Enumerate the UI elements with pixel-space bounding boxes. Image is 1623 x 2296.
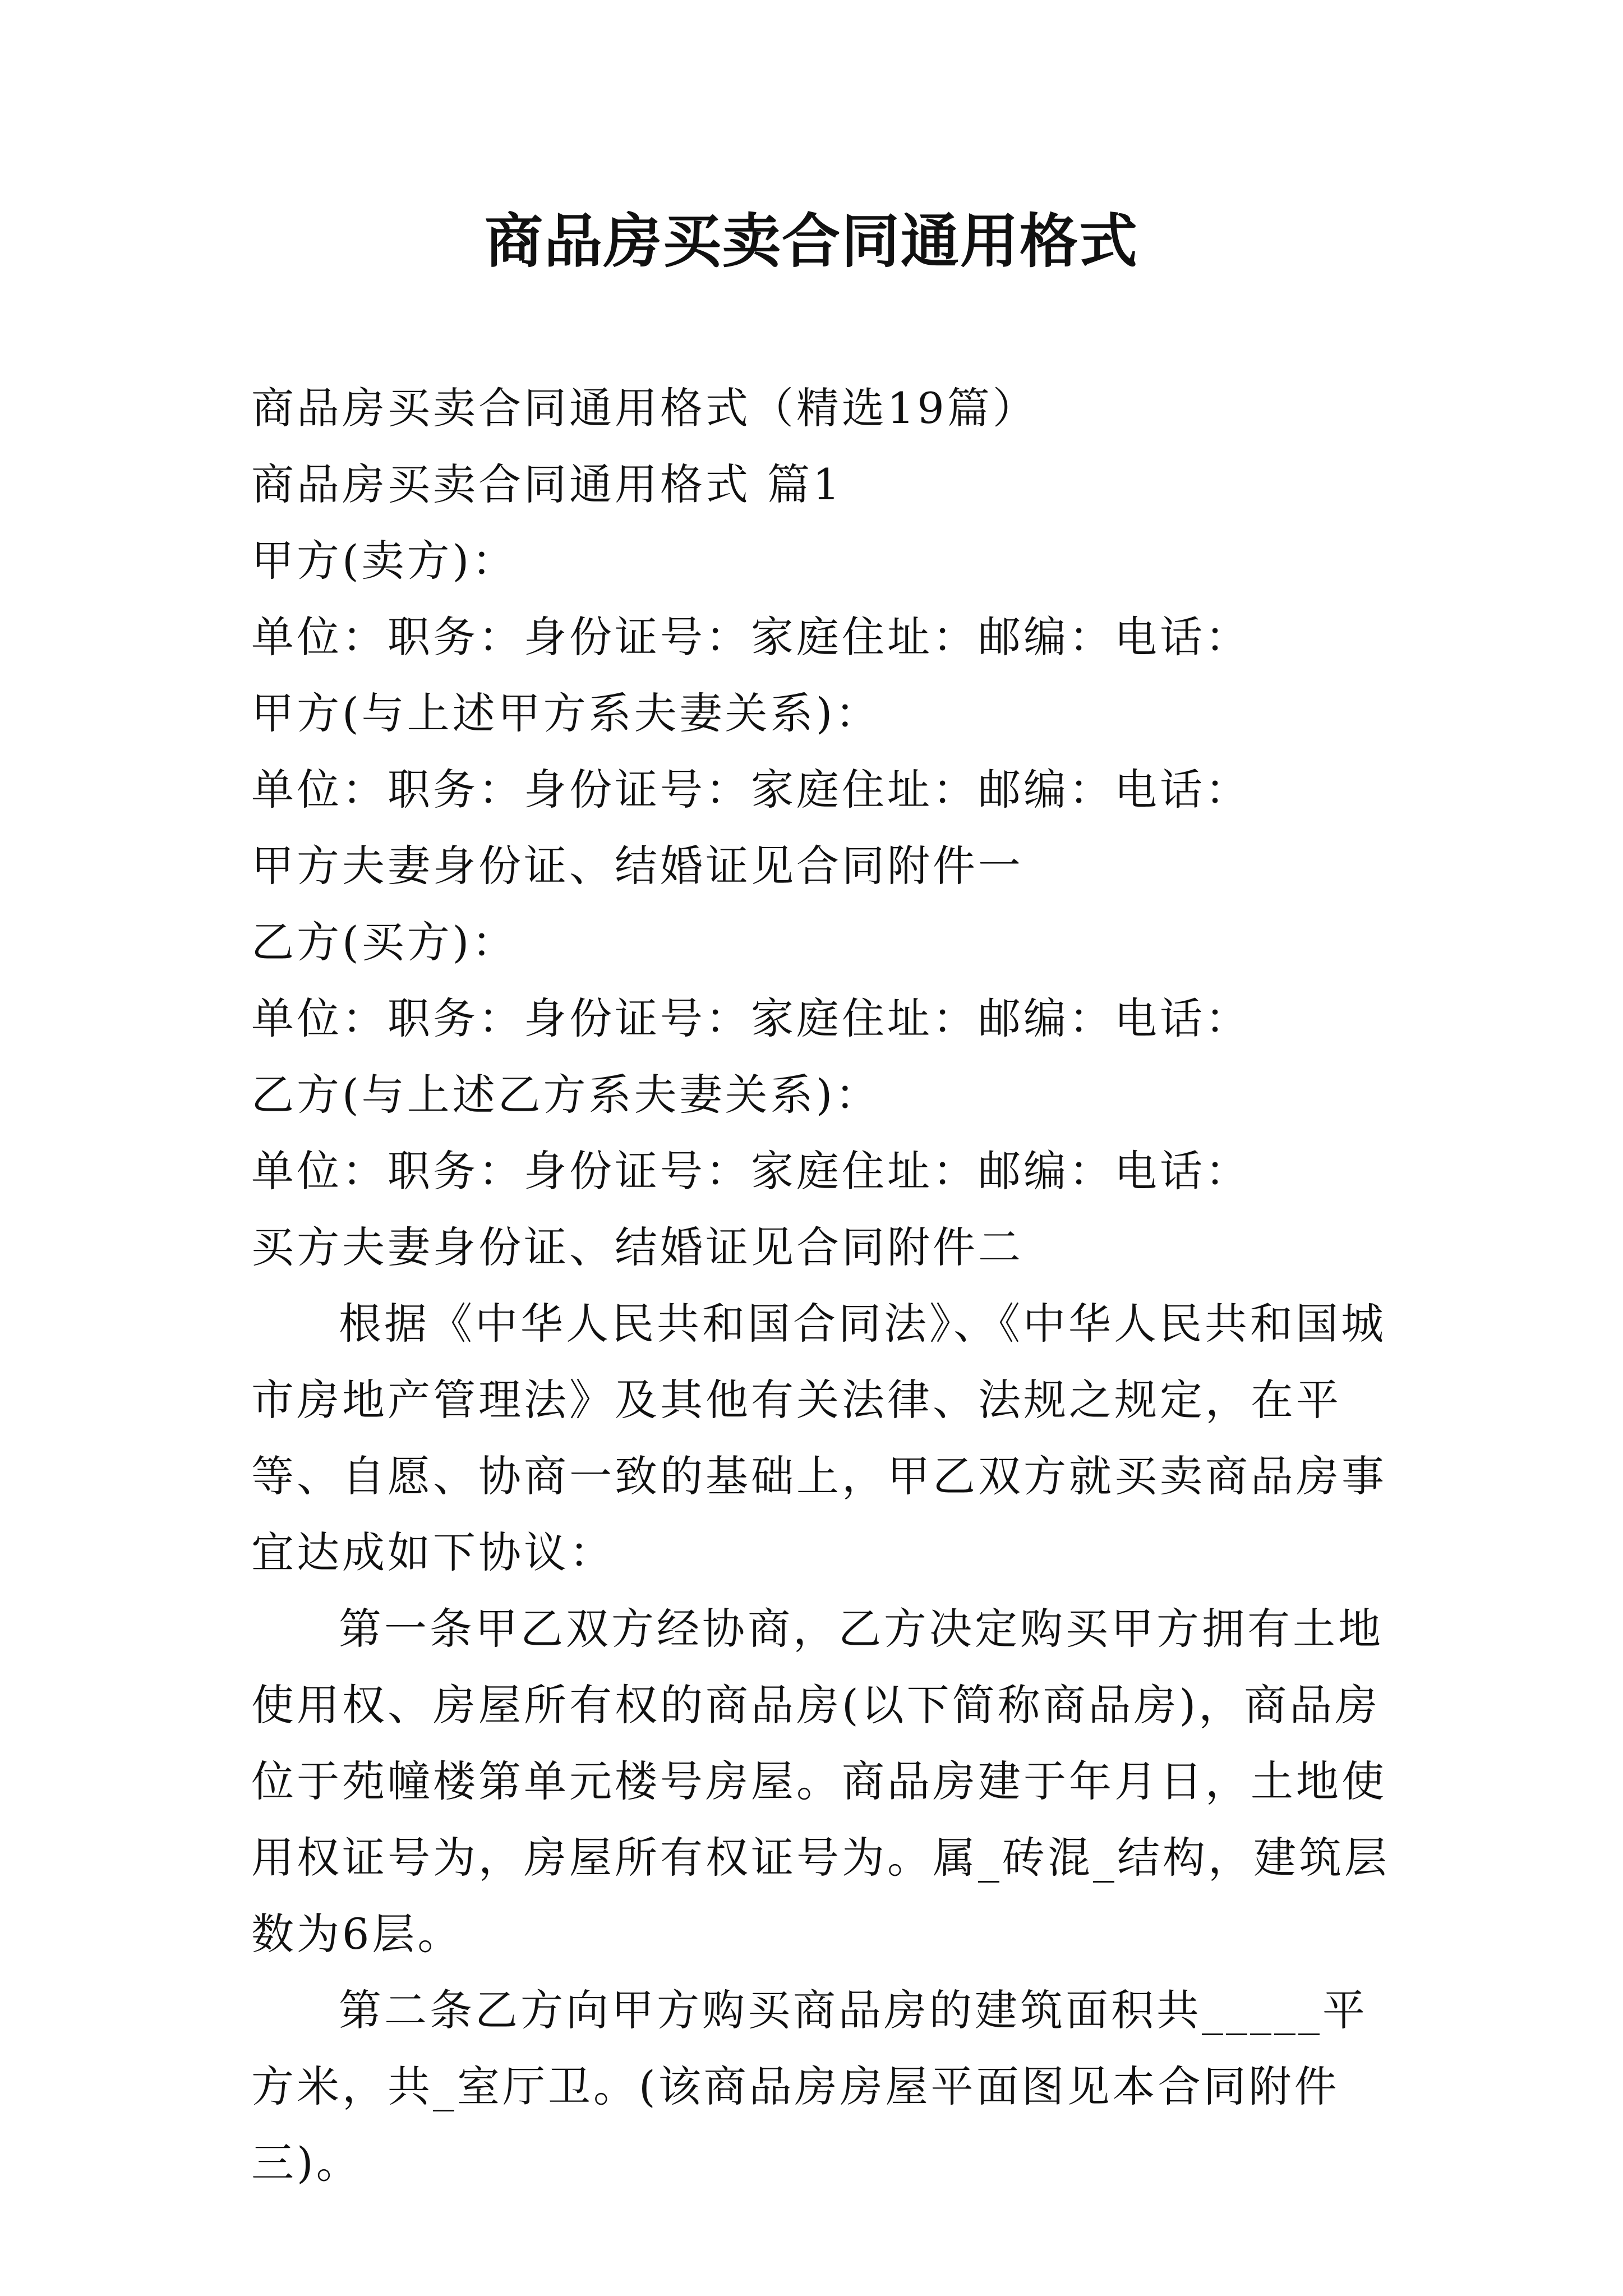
paragraph-party-b: 乙方(买方)：: [251, 917, 518, 967]
paragraph-party-a-spouse-details: 单位：职务：身份证号：家庭住址：邮编：电话：: [251, 765, 1251, 815]
paragraph-party-b-spouse: 乙方(与上述乙方系夫妻关系)：: [251, 1070, 881, 1120]
paragraph-party-a: 甲方(卖方)：: [251, 536, 518, 586]
paragraph-party-a-details: 单位：职务：身份证号：家庭住址：邮编：电话：: [251, 612, 1251, 662]
document-body: [251, 370, 1395, 2201]
paragraph-legal-basis: 根据《中华人民共和国合同法》、《中华人民共和国城市房地产管理法》及其他有关法律、法规之规定，在平等、自愿、协商一致的基础上，甲乙双方就买卖商品房事宜达成如下协议：: [251, 1299, 1387, 1577]
paragraph-article-2: 第二条乙方向甲方购买商品房的建筑面积共_____平方米，共_室厅卫。(该商品房房屋平面图见本合同附件三)。: [251, 1985, 1368, 2188]
paragraph-article-1: 第一条甲乙双方经协商，乙方决定购买甲方拥有土地使用权、房屋所有权的商品房(以下简称商品房)，商品房位于苑幢楼第单元楼号房屋。商品房建于年月日，土地使用权证号为，房屋所有权证号为。属_砖混_结构，建筑层数为6层。: [251, 1604, 1390, 1959]
paragraph-party-b-spouse-details: 单位：职务：身份证号：家庭住址：邮编：电话：: [251, 1146, 1251, 1196]
paragraph-party-b-details: 单位：职务：身份证号：家庭住址：邮编：电话：: [251, 993, 1251, 1043]
paragraph-chapter-heading: 商品房买卖合同通用格式 篇1: [251, 459, 843, 509]
paragraph-party-b-documents: 买方夫妻身份证、结婚证见合同附件二: [251, 1222, 1023, 1272]
paragraph-party-a-documents: 甲方夫妻身份证、结婚证见合同附件一: [251, 841, 1023, 891]
paragraph-party-a-spouse: 甲方(与上述甲方系夫妻关系)：: [251, 688, 881, 738]
paragraph-subtitle: 商品房买卖合同通用格式（精选19篇）: [251, 383, 1038, 433]
document-title: 商品房买卖合同通用格式: [484, 206, 1138, 275]
